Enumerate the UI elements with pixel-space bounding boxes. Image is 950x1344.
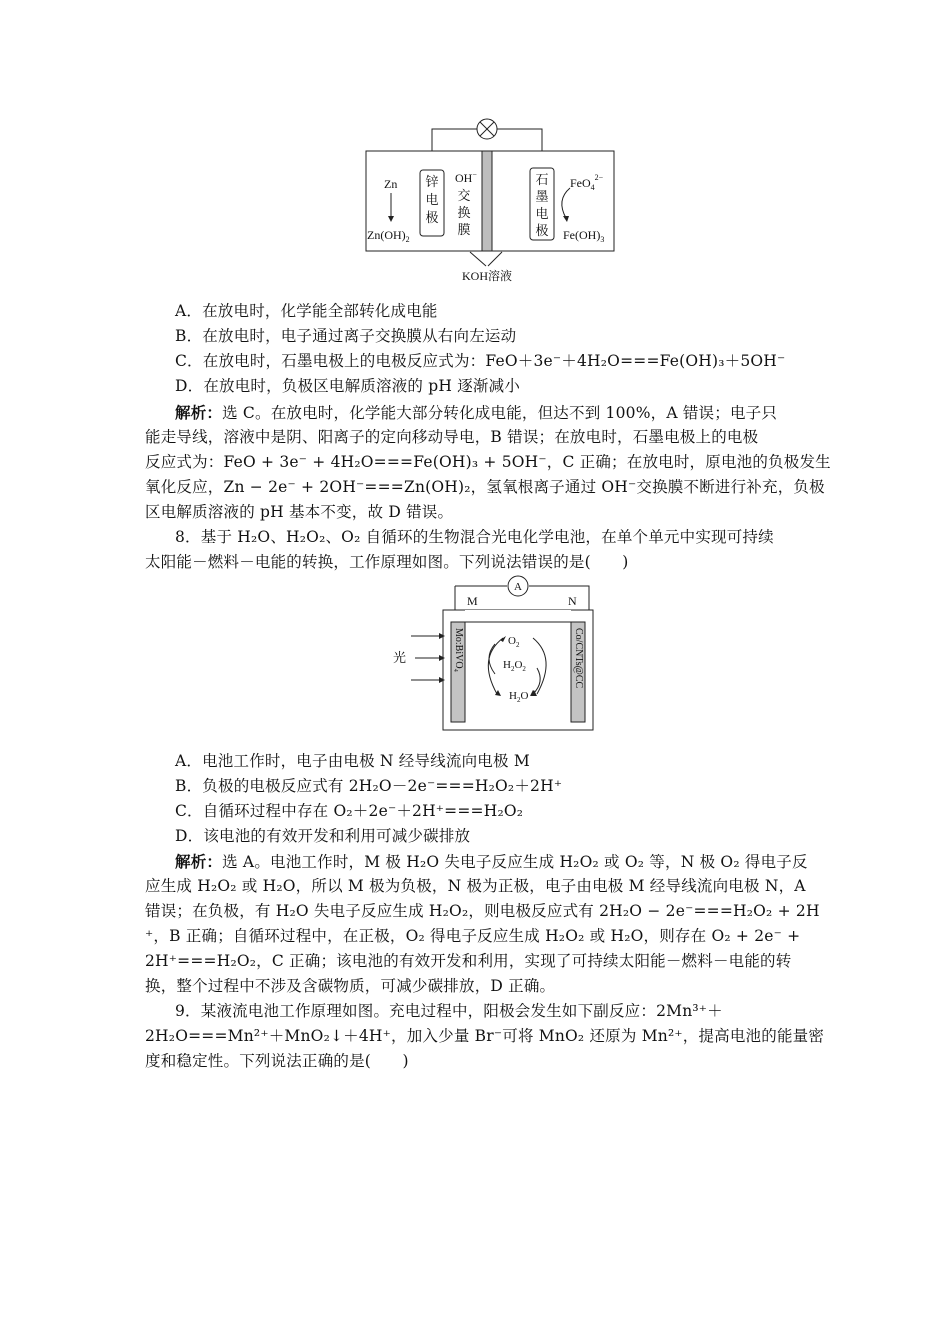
lamp-icon — [477, 119, 497, 139]
zn-oh2-label: $Zn(OH)_2$ — [367, 228, 410, 244]
q7-option-a: A．在放电时，化学能全部转化成电能 — [175, 302, 438, 320]
q7-analysis-line: 区电解质溶液的 pH 基本不变，故 D 错误。 — [145, 503, 454, 521]
koh-solution-label: KOH溶液 — [462, 269, 512, 283]
ion-exchange-membrane — [482, 151, 492, 251]
membrane-char: 膜 — [457, 222, 471, 237]
q8-analysis-line: 错误；在负极，有 H₂O 失电子反应生成 H₂O₂，则电极反应式有 2H₂O − 2e⁻===H₂O₂ + 2H — [145, 902, 820, 920]
membrane-char: 换 — [457, 205, 471, 220]
q8-option-c: C．自循环过程中存在 O₂＋2e⁻＋2H⁺===H₂O₂ — [175, 802, 524, 820]
membrane-char: 交 — [457, 188, 471, 203]
graphite-electrode-char: 电 — [535, 206, 549, 221]
electrode-n-label: N — [568, 594, 577, 608]
q9-stem-line: 度和稳定性。下列说法正确的是( ) — [145, 1052, 409, 1070]
light-label: 光 — [393, 650, 407, 665]
light-arrows — [411, 633, 445, 683]
q8-stem-line: 8．基于 H₂O、H₂O₂、O₂ 自循环的生物混合光电化学电池，在单个单元中实现可持续 — [175, 528, 774, 546]
membrane-ion-label: OH− — [455, 170, 477, 185]
q8-analysis-line: ⁺，B 正确；自循环过程中，在正极，O₂ 得电子反应生成 H₂O₂ 或 H₂O，则存在 O₂ + 2e⁻ + — [145, 927, 801, 945]
h2o2-label: $H_2O_2$ — [503, 659, 526, 673]
q8-analysis-line: 换，整个过程中不涉及含碳物质，可减少碳排放，D 正确。 — [145, 977, 556, 995]
q8-option-b: B．负极的电极反应式有 2H₂O－2e⁻===H₂O₂＋2H⁺ — [175, 777, 563, 795]
q8-analysis-line: 应生成 H₂O₂ 或 H₂O，所以 M 极为负极，N 极为正极，电子由电极 M 经导线流向电极 N，A — [145, 877, 806, 895]
q8-analysis-line: 解析：选 A。电池工作时，M 极 H₂O 失电子反应生成 H₂O₂ 或 O₂ 等，N 极 O₂ 得电子反 — [175, 852, 808, 871]
zinc-electrode-char: 极 — [425, 210, 439, 225]
photoelectrochemical-cell-diagram — [385, 574, 605, 734]
q9-stem-line: 2H₂O===Mn²⁺＋MnO₂↓＋4H⁺，加入少量 Br⁻可将 MnO₂ 还原为 Mn²⁺，提高电池的能量密 — [145, 1027, 825, 1045]
analysis-label: 解析： — [175, 403, 223, 422]
zinc-electrode-char: 电 — [425, 192, 439, 207]
battery-diagram-1 — [360, 118, 620, 288]
feo4-label: FeO$_4^{2-}$ — [570, 173, 604, 192]
o2-label: $O_2$ — [508, 635, 520, 649]
zinc-electrode-char: 锌 — [425, 174, 439, 189]
q7-analysis-line: 反应式为：FeO + 3e⁻ + 4H₂O===Fe(OH)₃ + 5OH⁻，C 正确；在放电时，原电池的负极发生 — [145, 453, 831, 471]
graphite-electrode-char: 石 — [535, 172, 549, 187]
q7-option-d: D．在放电时，负极区电解质溶液的 pH 逐渐减小 — [175, 377, 521, 395]
svg-text:A: A — [514, 581, 522, 593]
q8-analysis-line: 2H⁺===H₂O₂，C 正确；该电池的有效开发和利用，实现了可持续太阳能－燃料－电能的转 — [145, 952, 792, 970]
analysis-label: 解析： — [175, 852, 223, 871]
q7-option-b: B．在放电时，电子通过离子交换膜从右向左运动 — [175, 327, 517, 345]
q8-option-d: D．该电池的有效开发和利用可减少碳排放 — [175, 827, 471, 845]
q8-option-a: A．电池工作时，电子由电极 N 经导线流向电极 M — [175, 752, 530, 770]
graphite-electrode-char: 墨 — [535, 189, 549, 204]
ammeter-icon — [508, 576, 528, 596]
q9-stem-line: 9．某液流电池工作原理如图。充电过程中，阳极会发生如下副反应：2Mn³⁺＋ — [175, 1002, 723, 1020]
electrode-m-label: M — [467, 594, 478, 608]
q7-analysis-line: 能走导线，溶液中是阴、阳离子的定向移动导电，B 错误；在放电时，石墨电极上的电极 — [145, 428, 759, 446]
q7-analysis-line: 解析：选 C。在放电时，化学能大部分转化成电能，但达不到 100%，A 错误；电子只 — [175, 403, 778, 422]
left-electrode-label: Mo:BiVO₄ — [453, 628, 464, 673]
q7-option-c: C．在放电时，石墨电极上的电极反应式为：FeO＋3e⁻＋4H₂O===Fe(OH)₃＋5OH⁻ — [175, 352, 786, 370]
right-electrode-label: Co/CNTs@CC — [573, 628, 584, 689]
zn-label: Zn — [384, 177, 398, 191]
graphite-electrode-char: 极 — [535, 223, 549, 238]
feoh3-label: $Fe(OH)_3$ — [563, 228, 605, 244]
h2o-label: $H_2O$ — [509, 690, 529, 704]
q8-stem-line: 太阳能－燃料－电能的转换，工作原理如图。下列说法错误的是( ) — [145, 553, 629, 571]
q7-analysis-line: 氧化反应，Zn − 2e⁻ + 2OH⁻===Zn(OH)₂，氢氧根离子通过 OH⁻交换膜不断进行补充，负极 — [145, 478, 825, 496]
